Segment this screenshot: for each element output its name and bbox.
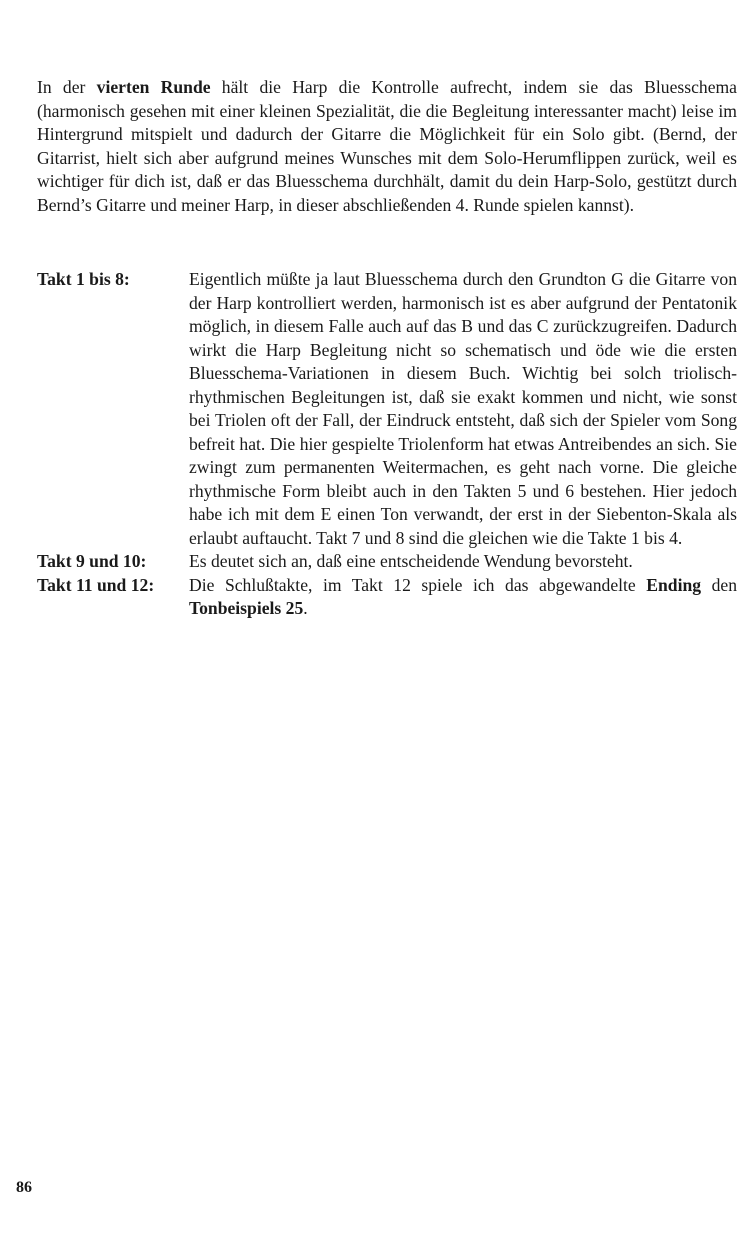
intro-emphasis: vierten Runde <box>96 77 211 97</box>
bar-description-list <box>37 268 737 621</box>
intro-text-start: In der <box>37 77 97 97</box>
entry-label: Takt 1 bis 8: <box>37 269 130 289</box>
intro-paragraph <box>37 76 737 217</box>
tonbeispiel-emphasis: Tonbeispiels 25 <box>189 598 304 618</box>
entry-text-middle: den <box>701 574 737 595</box>
entry-text: Es deutet sich an, daß eine entscheidende Wendung bevorsteht. <box>189 551 633 571</box>
entry-label: Takt 9 und 10: <box>37 551 147 571</box>
entry-label: Takt 11 und 12: <box>37 574 155 595</box>
intro-text-rest: hält die Harp die Kontrolle aufrecht, indem sie das Bluesschema (harmonisch gesehen mit einer kleinen Spezialität, die die Begleitung interessanter macht) leise im Hintergrund mitspielt und dadurch der Gitarre die Möglichkeit für ein Solo gibt. (Bernd, der Gitarrist, hielt sich aber aufgrund meines Wunsches mit dem Solo-Herumflippen zurück, weil es wichtiger für dich ist, daß er das Bluesschema durchhält, damit du dein Harp-Solo, gestützt durch Bernd’s Gitarre und meiner Harp, in dieser abschließenden 4. Runde spielen kannst). <box>37 77 737 215</box>
entry-takt-1-8 <box>37 268 737 550</box>
entry-text <box>189 574 737 621</box>
entry-takt-11-12 <box>37 574 737 621</box>
entry-takt-9-10 <box>37 550 737 574</box>
entry-text-start: Die Schlußtakte, im Takt 12 spiele ich das abgewandelte <box>189 574 647 595</box>
entry-text: Eigentlich müßte ja laut Bluesschema durch den Grundton G die Gitarre von der Harp kontrolliert werden, harmonisch ist es aber aufgrund der Pentatonik möglich, in diesem Falle auch auf das B und das C zurückzugreifen. Dadurch wirkt die Harp Begleitung nicht so schematisch und öde wie die ersten Bluesschema-Variationen in diesem Buch. Wichtig bei solch triolisch-rhythmischen Begleitungen ist, daß sie exakt kommen und nicht, wie sonst bei Triolen oft der Fall, der Eindruck entsteht, daß sich der Spieler vom Song befreit hat. Die hier gespielte Triolenform hat etwas Antreibendes an sich. Sie zwingt zum permanenten Weitermachen, es geht nach vorne. Die gleiche rhythmische Form bleibt auch in den Takten 5 und 6 bestehen. Hier jedoch habe ich mit dem E einen Ton verwandt, der erst in der Siebenton-Skala als erlaubt auftaucht. Takt 7 und 8 sind die gleichen wie die Takte 1 bis 4. <box>189 269 737 548</box>
ending-emphasis: Ending <box>646 574 702 595</box>
entry-text-end: . <box>303 598 308 618</box>
page-number: 86 <box>16 1179 32 1196</box>
